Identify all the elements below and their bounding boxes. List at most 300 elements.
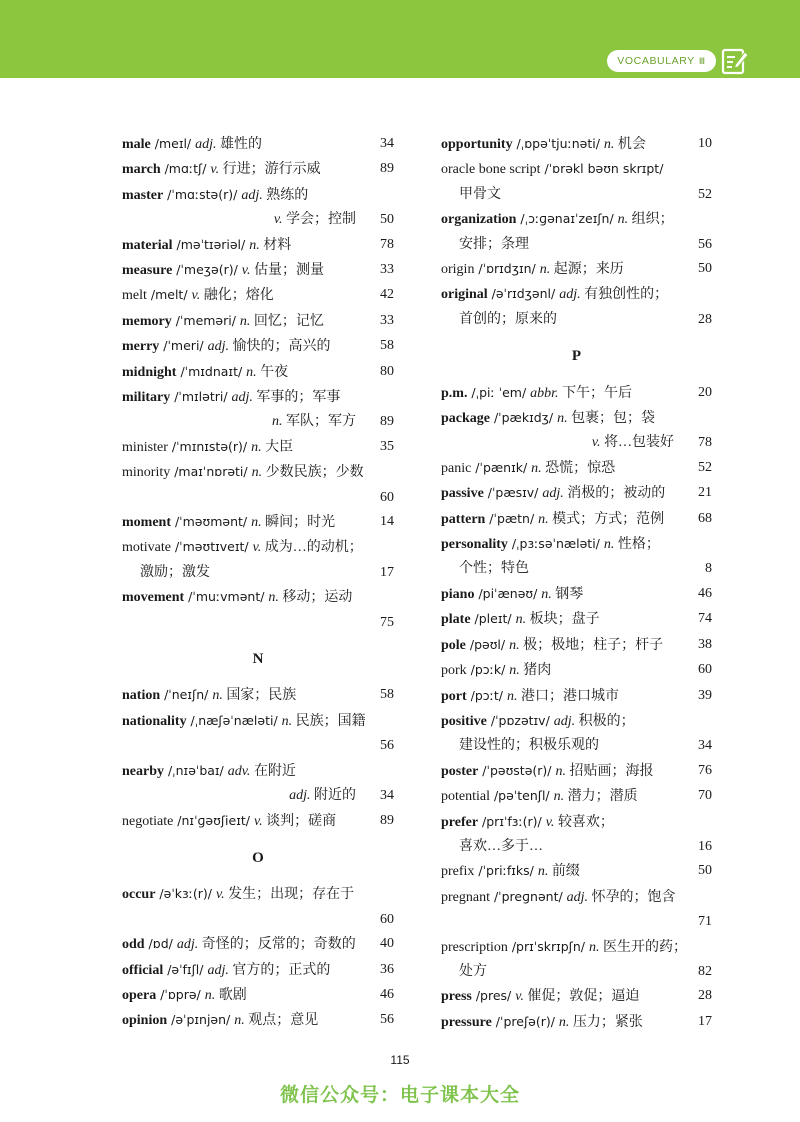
page-reference: 74 bbox=[698, 611, 712, 627]
glossary-column-left bbox=[122, 132, 394, 1034]
headword: potential bbox=[441, 789, 490, 805]
phonetic: /ˌpiː ˈem/ bbox=[467, 384, 531, 400]
phonetic: /meɪl/ bbox=[150, 136, 196, 151]
headword: negotiate bbox=[122, 813, 174, 829]
glossary-entry bbox=[122, 983, 394, 1008]
definition: 建设性的；积极乐观的 bbox=[459, 738, 599, 754]
definition: 包裹；包；袋 bbox=[567, 411, 656, 427]
part-of-speech: adj. bbox=[207, 339, 229, 355]
headword: material bbox=[122, 237, 173, 253]
headword: port bbox=[441, 688, 467, 704]
entry-line bbox=[122, 932, 394, 957]
entry-line bbox=[441, 157, 712, 182]
definition: 谈判；磋商 bbox=[262, 813, 337, 829]
definition: 恐慌；惊恐 bbox=[541, 460, 616, 476]
phonetic: /ˈɒrɪdʒɪn/ bbox=[474, 261, 540, 277]
entry-line bbox=[122, 460, 394, 485]
glossary-entry bbox=[441, 132, 712, 157]
part-of-speech: v. bbox=[591, 435, 601, 451]
headword: piano bbox=[441, 586, 475, 602]
page-reference: 40 bbox=[380, 936, 394, 952]
phonetic: /pəʊl/ bbox=[465, 636, 510, 652]
entry-line bbox=[122, 435, 394, 460]
entry-line bbox=[441, 132, 712, 157]
phonetic: /pəˈtenʃl/ bbox=[490, 788, 554, 804]
headword: official bbox=[122, 962, 164, 978]
definition: 军队；军方 bbox=[282, 414, 356, 430]
phonetic: /ˈpænɪk/ bbox=[471, 459, 532, 475]
page-reference: 60 bbox=[380, 911, 394, 927]
definition: 军事的；军事 bbox=[252, 390, 341, 406]
entry-line bbox=[122, 983, 394, 1008]
glossary-entry bbox=[441, 885, 712, 935]
definition: 个性；特色 bbox=[459, 561, 529, 577]
headword: occur bbox=[122, 887, 156, 903]
headword: opportunity bbox=[441, 137, 513, 152]
part-of-speech: v. bbox=[191, 288, 201, 304]
phonetic: /ˈpreɡnənt/ bbox=[489, 888, 567, 904]
phonetic: /ˈmeri/ bbox=[159, 338, 208, 354]
headword: pregnant bbox=[441, 889, 490, 905]
headword: poster bbox=[441, 763, 479, 779]
phonetic: /pɔːk/ bbox=[466, 662, 510, 678]
glossary-entry bbox=[441, 859, 712, 884]
definition: 材料 bbox=[259, 237, 292, 253]
phonetic: /piˈænəʊ/ bbox=[474, 585, 542, 601]
headword: measure bbox=[122, 263, 173, 279]
part-of-speech: adj. bbox=[176, 937, 199, 953]
part-of-speech: abbr. bbox=[530, 385, 559, 401]
glossary-entry bbox=[441, 658, 712, 683]
headword: minister bbox=[122, 439, 168, 455]
phonetic: /ˌpɜːsəˈnæləti/ bbox=[507, 536, 604, 552]
definition: 少数民族；少数 bbox=[262, 465, 364, 481]
entry-line bbox=[122, 410, 394, 434]
phonetic: /ˈmuːvmənt/ bbox=[184, 589, 269, 605]
entry-line bbox=[122, 360, 394, 385]
definition: 在附近 bbox=[250, 763, 296, 779]
definition: 极；极地；柱子；杆子 bbox=[519, 637, 664, 653]
glossary-entry bbox=[441, 207, 712, 257]
definition: 模式；方式；范例 bbox=[548, 511, 665, 527]
page-reference: 33 bbox=[380, 312, 394, 328]
entry-line bbox=[122, 132, 394, 157]
page-reference: 56 bbox=[380, 738, 394, 754]
headword: original bbox=[441, 287, 488, 303]
definition: 下午；午后 bbox=[558, 385, 633, 401]
page-reference: 71 bbox=[698, 914, 712, 930]
definition: 首创的；原来的 bbox=[459, 311, 557, 327]
page-reference: 78 bbox=[380, 236, 394, 252]
part-of-speech: adj. bbox=[553, 713, 576, 729]
page-reference: 82 bbox=[698, 963, 712, 979]
definition: 瞬间；时光 bbox=[261, 515, 336, 531]
glossary-entry bbox=[441, 759, 712, 784]
part-of-speech: adj. bbox=[542, 486, 564, 502]
page-reference: 75 bbox=[380, 614, 394, 630]
glossary-entry bbox=[122, 585, 394, 635]
page-reference: 56 bbox=[698, 236, 712, 252]
phonetic: /ˈpætn/ bbox=[485, 510, 539, 526]
entry-line bbox=[441, 734, 712, 758]
glossary-entry bbox=[122, 360, 394, 385]
page-reference: 70 bbox=[698, 788, 712, 804]
phonetic: /maɪˈnɒrəti/ bbox=[170, 464, 252, 480]
phonetic: /pɔːt/ bbox=[466, 687, 507, 703]
phonetic: /ˈmeʒə(r)/ bbox=[172, 262, 242, 278]
glossary-entry bbox=[441, 633, 712, 658]
glossary-entry bbox=[441, 406, 712, 456]
glossary-entry bbox=[441, 810, 712, 860]
definition: 怀孕的；饱含 bbox=[588, 889, 676, 905]
headword: memory bbox=[122, 313, 172, 329]
glossary-entry bbox=[441, 257, 712, 282]
phonetic: /melt/ bbox=[146, 287, 192, 303]
part-of-speech: v. bbox=[273, 212, 283, 228]
entry-line bbox=[441, 859, 712, 884]
headword: prefer bbox=[441, 814, 479, 830]
page-reference: 39 bbox=[698, 687, 712, 703]
section-badge bbox=[607, 50, 716, 72]
page-reference: 17 bbox=[698, 1013, 712, 1029]
headword: male bbox=[122, 137, 151, 152]
part-of-speech: n. bbox=[251, 439, 262, 455]
phonetic: /ˈpæsɪv/ bbox=[483, 485, 543, 501]
entry-line bbox=[122, 759, 394, 784]
definition: 大臣 bbox=[261, 439, 294, 455]
definition: 将…包装好 bbox=[600, 435, 674, 451]
glossary-entry bbox=[441, 984, 712, 1009]
phonetic: /ˌnæʃəˈnæləti/ bbox=[186, 712, 282, 728]
part-of-speech: n. bbox=[234, 1013, 245, 1029]
glossary-entry bbox=[441, 1010, 712, 1035]
page-reference: 58 bbox=[380, 338, 394, 354]
part-of-speech: adj. bbox=[207, 962, 229, 978]
glossary-entry bbox=[441, 507, 712, 532]
entry-line bbox=[122, 561, 394, 585]
entry-line bbox=[441, 910, 712, 934]
headword: motivate bbox=[122, 540, 171, 556]
phonetic: /ˈɒprə/ bbox=[156, 986, 205, 1002]
entry-line bbox=[122, 157, 394, 182]
part-of-speech: v. bbox=[252, 540, 262, 556]
part-of-speech: n. bbox=[537, 864, 549, 880]
part-of-speech: n. bbox=[204, 987, 216, 1003]
part-of-speech: n. bbox=[509, 637, 520, 653]
part-of-speech: n. bbox=[506, 688, 518, 704]
page-reference: 46 bbox=[380, 986, 394, 1002]
entry-line bbox=[122, 908, 394, 932]
entry-line bbox=[441, 233, 712, 257]
entry-line bbox=[441, 282, 712, 307]
part-of-speech: v. bbox=[210, 162, 220, 178]
headword: pattern bbox=[441, 511, 486, 527]
entry-line bbox=[122, 283, 394, 308]
part-of-speech: n. bbox=[239, 313, 251, 329]
glossary-entry bbox=[122, 435, 394, 460]
page-reference: 28 bbox=[698, 311, 712, 327]
entry-line bbox=[441, 431, 712, 455]
definition: 官方的；正式的 bbox=[228, 962, 331, 978]
phonetic: /pres/ bbox=[471, 988, 516, 1004]
entry-line bbox=[441, 532, 712, 557]
definition: 钢琴 bbox=[551, 586, 584, 602]
phonetic: /ˈmeməri/ bbox=[171, 312, 240, 328]
entry-line bbox=[441, 960, 712, 984]
part-of-speech: v. bbox=[253, 813, 263, 829]
entry-line bbox=[122, 1008, 394, 1033]
entry-line bbox=[441, 1010, 712, 1035]
part-of-speech: n. bbox=[555, 763, 566, 779]
headword: odd bbox=[122, 937, 145, 953]
page-reference: 50 bbox=[698, 863, 712, 879]
headword: melt bbox=[122, 288, 147, 304]
page-reference: 76 bbox=[698, 762, 712, 778]
glossary-entry bbox=[122, 334, 394, 359]
definition: 安排；条理 bbox=[459, 236, 529, 252]
phonetic: /ˌnɪəˈbaɪ/ bbox=[164, 762, 228, 778]
definition: 学会；控制 bbox=[282, 212, 356, 228]
definition: 板块；盘子 bbox=[526, 612, 600, 628]
entry-line bbox=[122, 334, 394, 359]
part-of-speech: adj. bbox=[559, 287, 581, 303]
page-reference: 52 bbox=[698, 459, 712, 475]
definition: 午夜 bbox=[256, 364, 289, 380]
headword: positive bbox=[441, 713, 487, 729]
glossary-entry bbox=[441, 709, 712, 759]
glossary-entry bbox=[122, 157, 394, 182]
phonetic: /ˌɒpəˈtjuːnəti/ bbox=[512, 136, 604, 151]
headword: opinion bbox=[122, 1013, 168, 1029]
glossary-entry bbox=[122, 385, 394, 435]
entry-line bbox=[441, 582, 712, 607]
definition: 招贴画；海报 bbox=[565, 763, 654, 779]
entry-line bbox=[122, 309, 394, 334]
phonetic: /ˈmɑːstə(r)/ bbox=[163, 186, 242, 202]
part-of-speech: n. bbox=[268, 590, 279, 606]
phonetic: /məˈtɪəriəl/ bbox=[172, 236, 250, 252]
phonetic: /ˈmɪlətri/ bbox=[170, 389, 232, 405]
headword: press bbox=[441, 989, 472, 1005]
phonetic: /ˈmɪnɪstə(r)/ bbox=[167, 438, 252, 454]
page-reference: 17 bbox=[380, 564, 394, 580]
page-reference: 34 bbox=[380, 136, 394, 151]
definition: 消极的；被动的 bbox=[563, 486, 666, 502]
page-number: 115 bbox=[390, 1053, 410, 1067]
part-of-speech: n. bbox=[541, 586, 552, 602]
definition: 行进；游行示威 bbox=[219, 162, 321, 178]
headword: master bbox=[122, 187, 164, 203]
definition: 前缀 bbox=[548, 864, 580, 880]
definition: 民族；国籍 bbox=[292, 713, 366, 729]
phonetic: /pleɪt/ bbox=[470, 611, 516, 627]
part-of-speech: v. bbox=[215, 887, 225, 903]
phonetic: /prɪˈfɜː(r)/ bbox=[478, 813, 546, 829]
page-reference: 34 bbox=[380, 788, 394, 804]
headword: organization bbox=[441, 212, 517, 228]
phonetic: /ˈpækɪdʒ/ bbox=[490, 410, 558, 426]
watermark: 微信公众号：电子课本大全 bbox=[279, 1084, 520, 1106]
entry-line bbox=[122, 734, 394, 758]
entry-line bbox=[441, 684, 712, 709]
part-of-speech: adj. bbox=[566, 889, 589, 905]
glossary-entry bbox=[122, 932, 394, 957]
headword: minority bbox=[122, 465, 171, 481]
part-of-speech: n. bbox=[251, 465, 263, 481]
page-reference: 50 bbox=[698, 261, 712, 277]
phonetic: /ˈpreʃə(r)/ bbox=[491, 1013, 559, 1029]
section-letter: N bbox=[252, 651, 264, 668]
entry-line bbox=[441, 810, 712, 835]
definition: 积极的； bbox=[575, 713, 635, 729]
headword: nationality bbox=[122, 713, 187, 729]
definition: 潜力；潜质 bbox=[564, 789, 638, 805]
page-reference: 89 bbox=[380, 161, 394, 177]
headword: pressure bbox=[441, 1014, 492, 1030]
part-of-speech: n. bbox=[558, 1014, 570, 1030]
definition: 估量；测量 bbox=[250, 263, 324, 279]
definition: 雄性的 bbox=[216, 137, 263, 152]
definition: 成为…的动机； bbox=[261, 540, 363, 556]
page-reference: 38 bbox=[698, 636, 712, 652]
headword: prefix bbox=[441, 864, 475, 880]
phonetic: /prɪˈskrɪpʃn/ bbox=[507, 938, 589, 954]
page-reference: 14 bbox=[380, 514, 394, 530]
page-reference: 78 bbox=[698, 435, 712, 451]
headword: movement bbox=[122, 590, 185, 606]
part-of-speech: adj. bbox=[195, 137, 217, 152]
part-of-speech: n. bbox=[589, 939, 600, 955]
phonetic: /ˈməʊtɪveɪt/ bbox=[171, 539, 253, 555]
entry-line bbox=[122, 585, 394, 610]
entry-line bbox=[441, 607, 712, 632]
entry-line bbox=[122, 784, 394, 808]
page-reference: 10 bbox=[698, 136, 712, 151]
part-of-speech: n. bbox=[281, 713, 293, 729]
part-of-speech: n. bbox=[538, 511, 549, 527]
definition: 国家；民族 bbox=[222, 688, 297, 704]
part-of-speech: adv. bbox=[227, 763, 251, 779]
entry-line bbox=[122, 709, 394, 734]
headword: march bbox=[122, 162, 161, 178]
phonetic: /ˈpɒzətɪv/ bbox=[486, 712, 554, 728]
entry-line bbox=[441, 381, 712, 406]
glossary-entry bbox=[441, 935, 712, 985]
glossary-entry bbox=[441, 481, 712, 506]
glossary-entry bbox=[122, 1008, 394, 1033]
definition: 歌剧 bbox=[215, 987, 247, 1003]
glossary-entry bbox=[122, 258, 394, 283]
glossary-entry bbox=[122, 283, 394, 308]
phonetic: /əˈkɜː(r)/ bbox=[155, 886, 216, 902]
phonetic: /nɪˈɡəʊʃieɪt/ bbox=[173, 812, 254, 828]
header-bar bbox=[0, 0, 800, 78]
page-reference: 28 bbox=[698, 988, 712, 1004]
entry-line bbox=[122, 611, 394, 635]
page-reference: 80 bbox=[380, 363, 394, 379]
glossary-entry bbox=[122, 460, 394, 510]
phonetic: /əˈpɪnjən/ bbox=[167, 1012, 235, 1028]
part-of-speech: n. bbox=[246, 364, 257, 380]
part-of-speech: n. bbox=[531, 460, 542, 476]
page-reference: 35 bbox=[380, 438, 394, 454]
phonetic: /əˈfɪʃl/ bbox=[163, 961, 208, 977]
page-reference: 34 bbox=[698, 738, 712, 754]
phonetic: /ˈmɪdnaɪt/ bbox=[176, 363, 247, 379]
entry-line bbox=[122, 882, 394, 907]
part-of-speech: n. bbox=[617, 212, 629, 228]
definition: 观点；意见 bbox=[244, 1013, 319, 1029]
part-of-speech: n. bbox=[557, 411, 568, 427]
headword: panic bbox=[441, 460, 472, 476]
phonetic: /ˈpəʊstə(r)/ bbox=[478, 762, 556, 778]
page-reference: 42 bbox=[380, 287, 394, 303]
definition: 甲骨文 bbox=[459, 186, 501, 202]
part-of-speech: n. bbox=[603, 137, 615, 152]
page-reference: 58 bbox=[380, 687, 394, 703]
glossary-entry bbox=[441, 582, 712, 607]
glossary-column-right bbox=[441, 132, 712, 1035]
entry-line bbox=[441, 557, 712, 581]
page-reference: 50 bbox=[380, 212, 394, 228]
headword: military bbox=[122, 390, 171, 406]
definition: 愉快的；高兴的 bbox=[229, 339, 331, 355]
definition: 熟练的 bbox=[262, 187, 309, 203]
definition: 港口；港口城市 bbox=[517, 688, 619, 704]
part-of-speech: n. bbox=[515, 612, 527, 628]
entry-line bbox=[441, 658, 712, 683]
glossary-entry bbox=[441, 456, 712, 481]
entry-line bbox=[122, 809, 394, 834]
page-reference: 68 bbox=[698, 510, 712, 526]
section-mark: Ⅲ bbox=[698, 55, 706, 66]
glossary-entry bbox=[441, 282, 712, 332]
headword: nearby bbox=[122, 763, 164, 779]
part-of-speech: n. bbox=[251, 515, 262, 531]
page-reference: 52 bbox=[698, 186, 712, 202]
entry-line bbox=[441, 784, 712, 809]
glossary-entry bbox=[122, 309, 394, 334]
page-reference: 36 bbox=[380, 961, 394, 977]
glossary-entry bbox=[122, 233, 394, 258]
entry-line bbox=[441, 308, 712, 332]
section-label: VOCABULARY bbox=[617, 55, 695, 67]
entry-line bbox=[441, 507, 712, 532]
part-of-speech: v. bbox=[545, 814, 555, 830]
page-reference: 56 bbox=[380, 1012, 394, 1028]
definition: 处方 bbox=[459, 963, 487, 979]
glossary-entry bbox=[122, 535, 394, 585]
page-reference: 60 bbox=[380, 489, 394, 505]
phonetic: /mɑːtʃ/ bbox=[160, 161, 211, 177]
definition: 性格； bbox=[614, 537, 660, 553]
definition: 医生开的药； bbox=[599, 939, 687, 955]
page-reference: 33 bbox=[380, 262, 394, 278]
part-of-speech: adj. bbox=[289, 788, 311, 804]
entry-line bbox=[441, 984, 712, 1009]
definition: 奇怪的；反常的；奇数的 bbox=[198, 937, 356, 953]
part-of-speech: v. bbox=[241, 263, 251, 279]
part-of-speech: n. bbox=[603, 537, 615, 553]
entry-line bbox=[122, 510, 394, 535]
headword: moment bbox=[122, 515, 171, 531]
phonetic: /əˈrɪdʒənl/ bbox=[487, 286, 560, 302]
phonetic: /ˈɒrəkl bəʊn skrɪpt/ bbox=[540, 161, 664, 177]
glossary-entry bbox=[441, 157, 712, 207]
page-reference: 89 bbox=[380, 812, 394, 828]
definition: 融化；熔化 bbox=[200, 288, 274, 304]
entry-line bbox=[441, 709, 712, 734]
